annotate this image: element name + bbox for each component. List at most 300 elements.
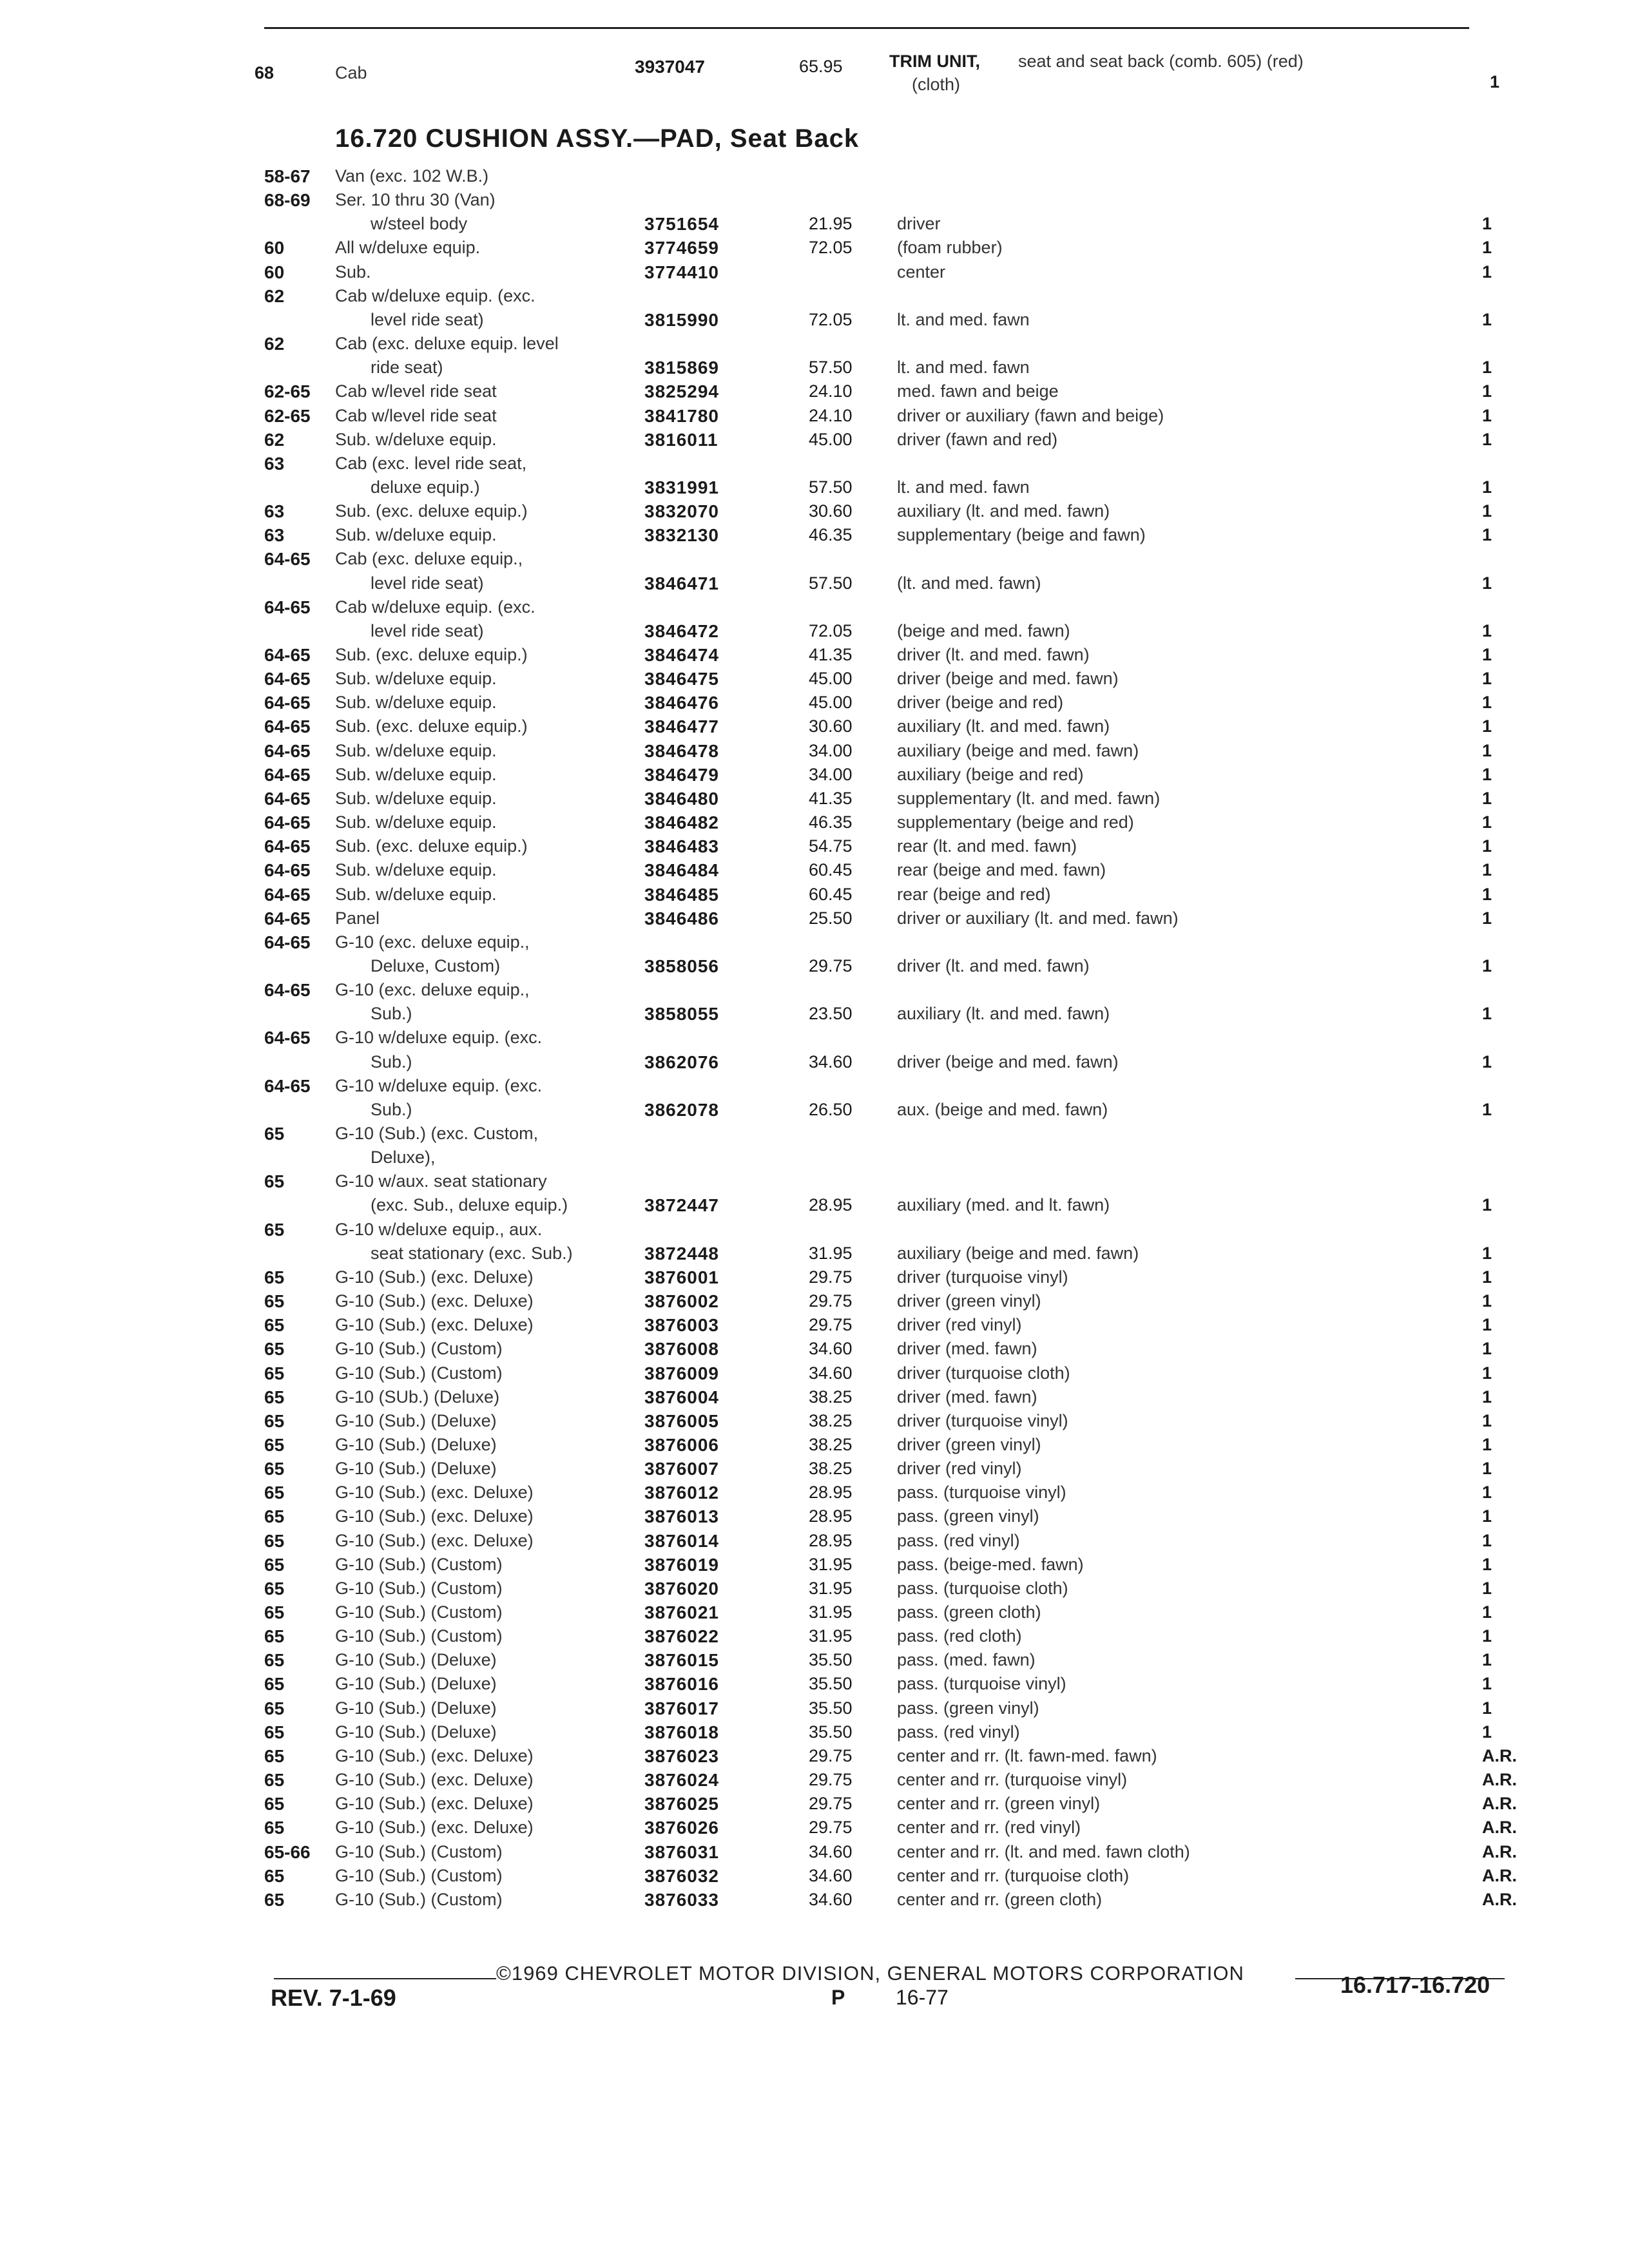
quantity-cell: 1 [1482,1363,1492,1383]
table-row [0,501,1629,524]
quantity-cell: A.R. [1482,1890,1517,1909]
description-cell: driver (beige and med. fawn) [897,1052,1119,1072]
part-number-cell: 3876024 [644,1770,720,1790]
price-cell: 34.60 [809,1339,853,1358]
model-cell: ride seat) [371,358,443,377]
quantity-cell: 1 [1482,860,1492,879]
quantity-cell: 1 [1482,836,1492,856]
part-number-cell: 3846476 [644,693,720,713]
quantity-cell: 1 [1482,621,1492,640]
section-title: 16.720 CUSHION ASSY.—PAD, Seat Back [335,124,860,153]
model-cell: Deluxe, Custom) [371,956,501,975]
part-number-cell: 3876008 [644,1339,720,1359]
description-cell: driver (beige and red) [897,693,1064,712]
year-cell: 65 [264,1315,285,1335]
description-cell: center and rr. (turquoise cloth) [897,1866,1130,1885]
price-cell: 28.95 [809,1506,853,1526]
table-row [0,1315,1629,1338]
model-cell: Cab (exc. level ride seat, [335,454,527,473]
model-cell: G-10 (Sub.) (exc. Deluxe) [335,1531,534,1550]
model-cell: G-10 (Sub.) (Custom) [335,1842,503,1861]
table-row [0,406,1629,429]
model-cell: G-10 w/deluxe equip. (exc. [335,1076,543,1095]
year-cell: 64-65 [264,645,311,665]
description-cell: supplementary (beige and fawn) [897,525,1146,544]
model-cell: G-10 (Sub.) (exc. Deluxe) [335,1483,534,1502]
table-row [0,1387,1629,1410]
description-cell: supplementary (lt. and med. fawn) [897,789,1161,808]
description-cell: driver (green vinyl) [897,1435,1041,1454]
year-cell: 65 [264,1459,285,1479]
quantity-cell: 1 [1482,501,1492,521]
price-cell: 34.60 [809,1363,853,1383]
year-cell: 64-65 [264,597,311,617]
price-cell: 35.50 [809,1674,853,1693]
year-cell: 65 [264,1506,285,1526]
table-row [0,1483,1629,1506]
table-row [0,190,1629,213]
description-cell: center and rr. (lt. fawn-med. fawn) [897,1746,1157,1765]
description-cell: auxiliary (beige and med. fawn) [897,1244,1139,1263]
part-number-cell: 3876016 [644,1674,720,1694]
price-cell: 26.50 [809,1100,853,1119]
model-cell: Sub. w/deluxe equip. [335,860,497,879]
price-cell: 34.60 [809,1052,853,1072]
year-cell: 64-65 [264,1076,311,1096]
price-cell: 38.25 [809,1411,853,1430]
table-row [0,310,1629,333]
year-cell: 65 [264,1363,285,1383]
description-cell: center and rr. (lt. and med. fawn cloth) [897,1842,1190,1861]
top-row-desc-line2: (cloth) [912,75,961,94]
description-cell: pass. (turquoise cloth) [897,1579,1068,1598]
description-cell: (beige and med. fawn) [897,621,1070,640]
table-row [0,1459,1629,1482]
quantity-cell: 1 [1482,1531,1492,1550]
table-row [0,1435,1629,1458]
year-cell: 64-65 [264,765,311,785]
price-cell: 41.35 [809,789,853,808]
description-cell: (foam rubber) [897,238,1003,257]
table-row [0,1626,1629,1649]
quantity-cell: A.R. [1482,1794,1517,1813]
part-number-cell: 3876026 [644,1818,720,1838]
model-cell: level ride seat) [371,621,484,640]
price-cell: 57.50 [809,358,853,377]
year-cell: 65 [264,1579,285,1599]
model-cell: G-10 (exc. deluxe equip., [335,980,530,999]
price-cell: 29.75 [809,1267,853,1287]
quantity-cell: 1 [1482,573,1492,593]
part-number-cell: 3846480 [644,789,720,809]
part-number-cell: 3858056 [644,956,720,976]
top-row-price: 65.95 [799,57,843,76]
revision-date: REV. 7-1-69 [271,1984,396,2011]
description-cell: auxiliary (beige and red) [897,765,1084,784]
year-cell: 65 [264,1602,285,1622]
part-number-cell: 3831991 [644,477,720,497]
part-number-cell: 3846474 [644,645,720,665]
quantity-cell: 1 [1482,1435,1492,1454]
year-cell: 64-65 [264,885,311,905]
table-row [0,789,1629,812]
year-cell: 64-65 [264,716,311,736]
part-number-cell: 3876017 [644,1698,720,1718]
year-cell: 64-65 [264,693,311,713]
table-row [0,1746,1629,1769]
model-cell: Panel [335,908,380,928]
price-cell: 72.05 [809,238,853,257]
quantity-cell: 1 [1482,1626,1492,1646]
model-cell: G-10 (Sub.) (exc. Deluxe) [335,1794,534,1813]
table-row [0,1650,1629,1673]
year-cell: 65-66 [264,1842,311,1862]
table-row [0,1100,1629,1123]
part-number-cell: 3846471 [644,573,720,593]
year-cell: 60 [264,238,285,258]
year-cell: 62 [264,430,285,450]
year-cell: 65 [264,1890,285,1910]
table-row [0,980,1629,1003]
quantity-cell: 1 [1482,310,1492,329]
year-cell: 62 [264,286,285,306]
price-cell: 34.60 [809,1890,853,1909]
model-cell: G-10 (Sub.) (Custom) [335,1555,503,1574]
table-row [0,1339,1629,1362]
table-row [0,860,1629,883]
description-cell: driver (turquoise vinyl) [897,1267,1068,1287]
part-number-cell: 3846479 [644,765,720,785]
table-row [0,1506,1629,1530]
quantity-cell: 1 [1482,358,1492,377]
price-cell: 31.95 [809,1602,853,1622]
price-cell: 29.75 [809,1746,853,1765]
top-row-model: Cab [335,63,367,82]
model-cell: G-10 (SUb.) (Deluxe) [335,1387,500,1407]
year-cell: 64-65 [264,669,311,689]
model-cell: G-10 (Sub.) (Deluxe) [335,1698,497,1718]
part-number-cell: 3876031 [644,1842,720,1862]
model-cell: Sub. w/deluxe equip. [335,525,497,544]
part-number-cell: 3876012 [644,1483,720,1503]
table-row [0,1842,1629,1865]
quantity-cell: 1 [1482,1459,1492,1478]
price-cell: 29.75 [809,1291,853,1311]
model-cell: Sub. (exc. deluxe equip.) [335,501,528,521]
part-number-cell: 3841780 [644,406,720,426]
year-cell: 65 [264,1746,285,1766]
description-cell: driver [897,214,941,233]
year-cell: 62-65 [264,406,311,426]
description-cell: pass. (green vinyl) [897,1506,1039,1526]
price-cell: 35.50 [809,1698,853,1718]
model-cell: Sub. (exc. deluxe equip.) [335,645,528,664]
quantity-cell: 1 [1482,1244,1492,1263]
model-cell: G-10 (Sub.) (Custom) [335,1339,503,1358]
part-number-cell: 3846475 [644,669,720,689]
top-row-desc: seat and seat back (comb. 605) (red) [1018,52,1304,71]
description-cell: driver or auxiliary (fawn and beige) [897,406,1164,425]
quantity-cell: A.R. [1482,1770,1517,1789]
table-row [0,597,1629,620]
part-number-cell: 3876032 [644,1866,720,1886]
part-number-cell: 3876001 [644,1267,720,1287]
table-row [0,549,1629,572]
price-cell: 28.95 [809,1531,853,1550]
table-row [0,836,1629,860]
part-number-cell: 3876009 [644,1363,720,1383]
table-row [0,1148,1629,1171]
quantity-cell: 1 [1482,1674,1492,1693]
quantity-cell: 1 [1482,381,1492,401]
year-cell: 65 [264,1531,285,1551]
model-cell: G-10 (Sub.) (exc. Deluxe) [335,1770,534,1789]
description-cell: pass. (green cloth) [897,1602,1041,1622]
quantity-cell: 1 [1482,406,1492,425]
year-cell: 65 [264,1650,285,1670]
year-cell: 63 [264,525,285,545]
description-cell: pass. (red vinyl) [897,1722,1020,1742]
top-rule [264,27,1469,29]
part-number-cell: 3876014 [644,1531,720,1551]
year-cell: 62 [264,334,285,354]
quantity-cell: 1 [1482,908,1492,928]
quantity-cell: A.R. [1482,1818,1517,1837]
quantity-cell: 1 [1482,956,1492,975]
quantity-cell: A.R. [1482,1746,1517,1765]
price-cell: 38.25 [809,1387,853,1407]
description-cell: center and rr. (turquoise vinyl) [897,1770,1128,1789]
quantity-cell: 1 [1482,1602,1492,1622]
quantity-cell: 1 [1482,477,1492,497]
year-cell: 60 [264,262,285,282]
model-cell: Sub. w/deluxe equip. [335,789,497,808]
table-row [0,1076,1629,1099]
year-cell: 64-65 [264,789,311,809]
part-number-cell: 3876021 [644,1602,720,1622]
part-number-cell: 3862076 [644,1052,720,1072]
model-cell: Sub.) [371,1052,412,1072]
description-cell: lt. and med. fawn [897,477,1030,497]
quantity-cell: 1 [1482,1100,1492,1119]
part-number-cell: 3876023 [644,1746,720,1766]
year-cell: 65 [264,1818,285,1838]
table-row [0,1052,1629,1075]
model-cell: Van (exc. 102 W.B.) [335,166,489,186]
price-cell: 30.60 [809,501,853,521]
quantity-cell: 1 [1482,765,1492,784]
year-cell: 65 [264,1483,285,1503]
year-cell: 65 [264,1387,285,1407]
part-number-cell: 3872448 [644,1244,720,1264]
price-cell: 34.60 [809,1866,853,1885]
table-row [0,1004,1629,1027]
price-cell: 29.75 [809,1818,853,1837]
price-cell: 38.25 [809,1435,853,1454]
top-row-qty: 1 [1490,72,1500,91]
year-cell: 65 [264,1220,285,1240]
table-row [0,885,1629,908]
table-row [0,1818,1629,1841]
part-number-cell: 3846472 [644,621,720,641]
description-cell: auxiliary (beige and med. fawn) [897,741,1139,760]
model-cell: Sub. w/deluxe equip. [335,741,497,760]
model-cell: G-10 (exc. deluxe equip., [335,932,530,952]
model-cell: Cab w/deluxe equip. (exc. [335,286,535,305]
description-cell: pass. (green vinyl) [897,1698,1039,1718]
description-cell: supplementary (beige and red) [897,812,1134,832]
model-cell: Cab w/deluxe equip. (exc. [335,597,535,617]
price-cell: 24.10 [809,381,853,401]
price-cell: 21.95 [809,214,853,233]
table-row [0,1124,1629,1147]
table-row [0,669,1629,692]
price-cell: 34.60 [809,1842,853,1861]
description-cell: (lt. and med. fawn) [897,573,1041,593]
model-cell: deluxe equip.) [371,477,480,497]
table-row [0,1363,1629,1387]
year-cell: 64-65 [264,1028,311,1048]
part-number-cell: 3876013 [644,1506,720,1526]
table-row [0,1195,1629,1218]
price-cell: 35.50 [809,1650,853,1669]
model-cell: G-10 (Sub.) (Custom) [335,1579,503,1598]
page-letter: P [831,1986,845,2009]
table-row [0,1531,1629,1554]
model-cell: G-10 (Sub.) (Deluxe) [335,1459,497,1478]
quantity-cell: 1 [1482,1483,1492,1502]
table-row [0,908,1629,932]
year-cell: 65 [264,1866,285,1886]
price-cell: 46.35 [809,812,853,832]
year-cell: 64-65 [264,908,311,928]
quantity-cell: 1 [1482,1411,1492,1430]
model-cell: Ser. 10 thru 30 (Van) [335,190,496,209]
year-cell: 64-65 [264,549,311,569]
quantity-cell: 1 [1482,1195,1492,1215]
model-cell: Cab w/level ride seat [335,381,497,401]
year-cell: 65 [264,1411,285,1431]
quantity-cell: 1 [1482,1579,1492,1598]
part-number-cell: 3876018 [644,1722,720,1742]
description-cell: driver (red vinyl) [897,1459,1022,1478]
year-cell: 64-65 [264,812,311,832]
description-cell: auxiliary (lt. and med. fawn) [897,716,1110,736]
part-number-cell: 3846484 [644,860,720,880]
year-cell: 65 [264,1555,285,1575]
description-cell: driver (turquoise cloth) [897,1363,1070,1383]
price-cell: 24.10 [809,406,853,425]
price-cell: 46.35 [809,525,853,544]
quantity-cell: 1 [1482,1004,1492,1023]
price-cell: 72.05 [809,310,853,329]
model-cell: G-10 (Sub.) (Deluxe) [335,1722,497,1742]
part-number-cell: 3876025 [644,1794,720,1814]
description-cell: med. fawn and beige [897,381,1059,401]
model-cell: G-10 (Sub.) (Deluxe) [335,1650,497,1669]
part-number-cell: 3846477 [644,716,720,736]
description-cell: rear (lt. and med. fawn) [897,836,1077,856]
page-number: 16-77 [896,1986,949,2009]
year-cell: 65 [264,1267,285,1287]
model-cell: Deluxe), [371,1148,436,1167]
price-cell: 31.95 [809,1626,853,1646]
part-number-cell: 3815990 [644,310,720,330]
model-cell: Sub. [335,262,371,282]
table-row [0,1411,1629,1434]
part-number-cell: 3876005 [644,1411,720,1431]
quantity-cell: 1 [1482,214,1492,233]
quantity-cell: 1 [1482,1506,1492,1526]
quantity-cell: 1 [1482,1267,1492,1287]
table-row [0,645,1629,668]
model-cell: G-10 w/deluxe equip., aux. [335,1220,543,1239]
description-cell: auxiliary (lt. and med. fawn) [897,1004,1110,1023]
model-cell: w/steel body [371,214,468,233]
part-number-cell: 3876007 [644,1459,720,1479]
top-row-part-number: 3937047 [635,57,706,77]
quantity-cell: 1 [1482,430,1492,449]
description-cell: driver (fawn and red) [897,430,1058,449]
quantity-cell: A.R. [1482,1866,1517,1885]
table-row [0,1028,1629,1051]
quantity-cell: 1 [1482,1698,1492,1718]
year-cell: 65 [264,1722,285,1742]
table-row [0,765,1629,788]
model-cell: Sub. (exc. deluxe equip.) [335,836,528,856]
quantity-cell: 1 [1482,525,1492,544]
table-row [0,1579,1629,1602]
part-number-cell: 3876002 [644,1291,720,1311]
table-row [0,525,1629,548]
table-row [0,1220,1629,1243]
model-cell: Sub. w/deluxe equip. [335,885,497,904]
table-row [0,1171,1629,1195]
description-cell: driver (med. fawn) [897,1387,1037,1407]
table-row [0,1555,1629,1578]
description-cell: center and rr. (green cloth) [897,1890,1103,1909]
price-cell: 31.95 [809,1244,853,1263]
price-cell: 60.45 [809,860,853,879]
year-cell: 65 [264,1674,285,1694]
year-cell: 63 [264,501,285,521]
price-cell: 29.75 [809,1315,853,1334]
part-number-cell: 3876019 [644,1555,720,1575]
model-cell: (exc. Sub., deluxe equip.) [371,1195,568,1215]
quantity-cell: 1 [1482,716,1492,736]
model-cell: All w/deluxe equip. [335,238,481,257]
model-cell: G-10 w/deluxe equip. (exc. [335,1028,543,1047]
price-cell: 29.75 [809,956,853,975]
model-cell: G-10 (Sub.) (exc. Deluxe) [335,1746,534,1765]
year-cell: 58-67 [264,166,311,186]
model-cell: Sub. (exc. deluxe equip.) [335,716,528,736]
price-cell: 57.50 [809,573,853,593]
table-row [0,358,1629,381]
table-row [0,741,1629,764]
year-cell: 64-65 [264,932,311,952]
part-number-cell: 3846482 [644,812,720,832]
part-number-cell: 3876006 [644,1435,720,1455]
price-cell: 23.50 [809,1004,853,1023]
price-cell: 28.95 [809,1195,853,1215]
price-cell: 28.95 [809,1483,853,1502]
description-cell: center [897,262,946,282]
year-cell: 65 [264,1339,285,1359]
table-row [0,262,1629,285]
quantity-cell: 1 [1482,669,1492,688]
quantity-cell: 1 [1482,885,1492,904]
